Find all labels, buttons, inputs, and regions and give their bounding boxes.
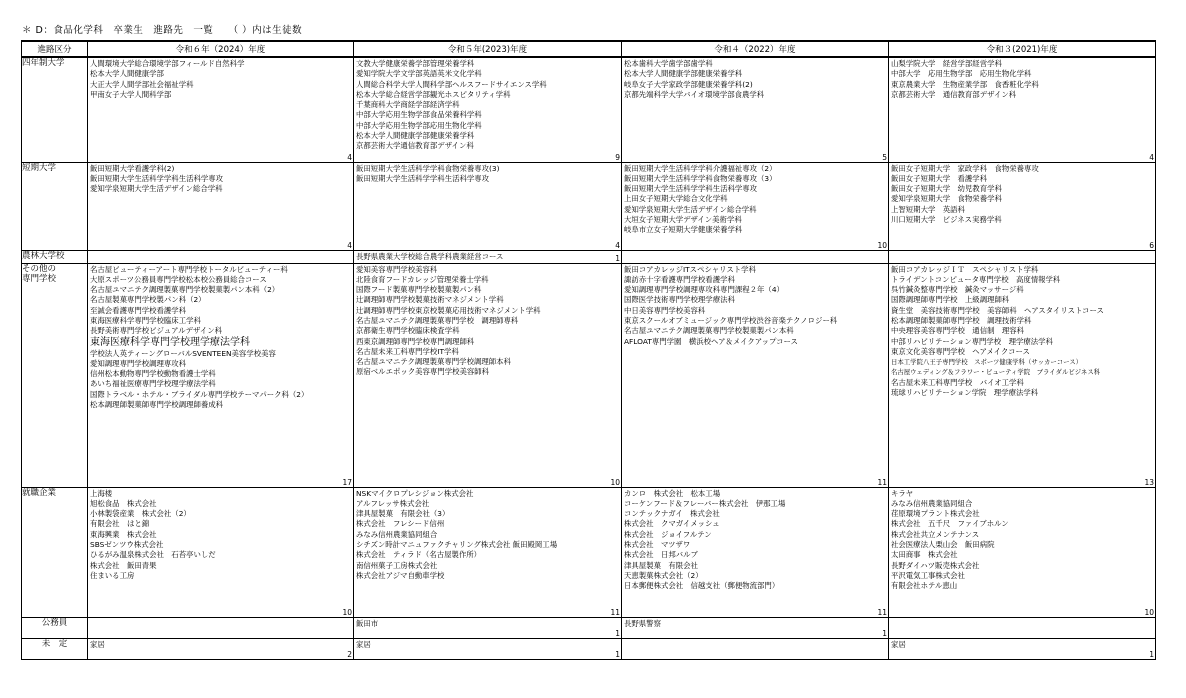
destination-item: 長野美術専門学校ビジュアルデザイン科: [90, 326, 223, 336]
cell-2024: [88, 57, 354, 162]
destination-item: 東京スクールオブミュージック専門学校渋谷音楽テクノロジー科: [624, 315, 838, 325]
cell-2022: [622, 638, 889, 659]
row-label: 就職企業: [22, 487, 88, 617]
cell-2024: [88, 250, 354, 263]
destination-item: 辻調理師専門学校東京校製菓応用技術マネジメント学科: [356, 305, 541, 315]
destination-item: 飯田女子短期大学 幼児教育学科: [891, 184, 1002, 194]
category-row: [22, 57, 1156, 162]
destination-item: 小林製袋産業 株式会社（2）: [90, 509, 191, 519]
student-count: 5: [882, 152, 887, 162]
destination-list: [889, 251, 1155, 252]
header-2021: 令和３(2021)年度: [889, 41, 1156, 57]
destination-item: 飯田コアカレッジＩＴ スペシャリスト学科: [891, 264, 1039, 274]
destination-item: 川口短期大学 ビジネス実務学科: [891, 214, 1002, 224]
destination-item: NSKマイクロプレシジョン株式会社: [356, 488, 474, 498]
cell-2021: [889, 617, 1156, 638]
destination-item: 東京農業大学 生物産業学部 食香粧化学科: [891, 79, 1039, 89]
student-count: 4: [615, 240, 620, 250]
category-row: [22, 617, 1156, 638]
student-count: 2: [347, 649, 352, 659]
destination-item: 資生堂 美容技術専門学校 美容師科 ヘアスタイリストコース: [891, 305, 1104, 315]
destination-item: 株式会社 ジョイフルテン: [624, 529, 712, 539]
destination-item: 大原スポーツ公務員専門学校松本校公務員総合コース: [90, 274, 267, 284]
destination-item: 飯田短期大学生活科学学科介護福祉専攻（2）: [624, 163, 777, 173]
cell-2024: [88, 638, 354, 659]
destination-item: 国際医学技術専門学校理学療法科: [624, 295, 735, 305]
destination-item: 京都衛生専門学校臨床検査学科: [356, 326, 460, 336]
destination-item: 長野県農業大学校総合農学科農業経営コース: [356, 251, 504, 261]
category-row: [22, 487, 1156, 617]
destination-item: 株式会社 飯田青果: [90, 560, 157, 570]
destination-list: [354, 639, 621, 650]
student-count: 4: [347, 240, 352, 250]
student-count: 6: [1149, 240, 1154, 250]
row-label-line: 専門学校: [22, 273, 57, 284]
header-2023: 令和５年(2023)年度: [354, 41, 622, 57]
destination-list: [354, 163, 621, 185]
cell-2024: [88, 487, 354, 617]
destination-item: 長野県警察: [624, 618, 661, 628]
row-label: [22, 263, 88, 487]
destination-item: 上智短期大学 英語科: [891, 204, 965, 214]
destination-item: SBSゼンツウ株式会社: [90, 539, 164, 549]
destination-item: 家居: [891, 639, 906, 649]
destination-item: 株式会社 マツザワ: [624, 539, 691, 549]
student-count: 1: [615, 253, 620, 263]
destination-item: 津具屋製菓 有限会社: [624, 560, 698, 570]
destination-item: 辻調理師専門学校製菓技術マネジメント学科: [356, 295, 504, 305]
destination-item: 松本大学総合経営学部観光ホスピタリティ学科: [356, 89, 511, 99]
destination-item: トライデントコンピュータ専門学校 高度情報学科: [891, 274, 1061, 284]
destination-item: 山梨学院大学 経営学部経営学科: [891, 59, 1002, 68]
student-count: 1: [1149, 649, 1154, 659]
destination-list: [622, 251, 888, 252]
row-label: 農林大学校: [22, 250, 88, 263]
cell-2022: [622, 487, 889, 617]
destination-item: 名古屋製菓専門学校製パン科（2）: [90, 295, 206, 305]
destination-item: みなみ信州農業協同組合: [891, 498, 973, 508]
destination-item: カンロ 株式会社 松本工場: [624, 488, 721, 498]
student-count: 9: [615, 152, 620, 162]
destination-list: [354, 58, 621, 152]
destination-list: [88, 58, 353, 100]
destination-item: 名古屋ユマニテク調理製菓専門学校 調理師専科: [356, 315, 519, 325]
category-row: [22, 263, 1156, 487]
destination-item: 千葉商科大学商経学部経済学科: [356, 100, 460, 110]
destination-item: 大垣女子短期大学デザイン美術学科: [624, 214, 742, 224]
student-count: 11: [877, 477, 887, 487]
destination-item: 愛知学泉短期大学生活デザイン総合学科: [624, 204, 757, 214]
destination-list: [622, 163, 888, 236]
destination-item: 住まいる工房: [90, 570, 135, 580]
destination-list: [889, 58, 1155, 100]
destination-list: [622, 639, 888, 640]
cell-2023: [354, 263, 622, 487]
destination-item: AFLOAT専門学園 横浜校ヘア＆メイクアップコース: [624, 336, 798, 346]
destination-list: [889, 639, 1155, 650]
destination-item: 飯田女子短期大学 家政学科 食物栄養専攻: [891, 163, 1039, 173]
destination-item: 至誠会看護専門学校看護学科: [90, 305, 187, 315]
cell-2023: [354, 250, 622, 263]
destination-item: みなみ信州農業協同組合: [356, 529, 438, 539]
destination-item: 学校法人英ティーングローバルSVENTEEN美容学校美容: [90, 348, 276, 358]
student-count: 13: [1144, 477, 1154, 487]
destination-item: 天恵製菓株式会社（2）: [624, 570, 703, 580]
row-label: 四年制大学: [22, 57, 88, 162]
destination-item: 松本大学人間健康学部健康栄養学科: [624, 69, 743, 79]
destination-item: 愛知美容専門学校美容科: [356, 264, 438, 274]
cell-2024: [88, 263, 354, 487]
destination-item: 人間総合科学大学人間科学部ヘルスフードサイエンス学科: [356, 79, 547, 89]
cell-2022: [622, 162, 889, 250]
destination-list: [889, 264, 1155, 399]
destination-item: 飯田短期大学看護学科(2): [90, 163, 175, 173]
destination-item: 岐阜市立女子短期大学健康栄養学科: [624, 225, 743, 235]
cell-2021: [889, 487, 1156, 617]
cell-2021: [889, 57, 1156, 162]
cell-2022: [622, 250, 889, 263]
cell-2021: [889, 250, 1156, 263]
cell-2023: [354, 617, 622, 638]
destination-item: 京都先端科学大学バイオ環境学部食農学科: [624, 89, 765, 99]
destination-item: 中日美容専門学校美容科: [624, 305, 706, 315]
destination-list: [88, 618, 353, 619]
row-label: 未 定: [22, 638, 88, 659]
destination-item: 荏原環境プラント株式会社: [891, 509, 980, 519]
row-label-line: その他の: [22, 263, 57, 274]
destination-item: 名古屋ウェディング＆フラワー・ビューティ学院 ブライダルビジネス科: [891, 368, 1101, 377]
destination-list: [88, 639, 353, 650]
destination-item: 有限会社ホテル恵山: [891, 581, 958, 591]
destination-list: [354, 251, 621, 262]
destination-item: 東海興業 株式会社: [90, 529, 157, 539]
destination-item: 原宿ベルエポック美容専門学校美容師科: [356, 367, 490, 377]
destination-item: 大正大学人間学部社会福祉学科: [90, 79, 194, 89]
destination-item: 人間環境大学総合環境学部フィールド自然科学: [90, 59, 245, 68]
student-count: 4: [1149, 152, 1154, 162]
destination-item: 琉球リハビリテーション学院 理学療法学科: [891, 388, 1039, 398]
destination-item: 飯田短期大学生活科学学科食物栄養専攻(3): [356, 163, 500, 173]
destination-item: 中央理容美容専門学校 通信制 理容科: [891, 326, 1025, 336]
destination-item: 平沢電気工事株式会社: [891, 570, 965, 580]
header-2022: 令和４（2022）年度: [622, 41, 889, 57]
destination-item: 諏訪赤十字看護専門学校看護学科: [624, 274, 735, 284]
student-count: 1: [882, 628, 887, 638]
destination-list: [88, 251, 353, 252]
destination-item: 飯田コアカレッジITスペシャリスト学科: [624, 264, 756, 274]
destination-item: 文教大学健康栄養学部管理栄養学科: [356, 59, 475, 68]
destination-item: 京都芸術大学通信教育部デザイン科: [356, 141, 474, 151]
cell-2021: [889, 162, 1156, 250]
student-count: 10: [342, 607, 352, 617]
destination-item: 松本大学人間健康学部健康栄養学科: [356, 131, 475, 141]
career-table: [21, 40, 1156, 660]
document-caption: ＊ D：食品化学科 卒業生 進路先 一覧 （ ）内は生徒数: [22, 25, 303, 36]
destination-item: 有限会社 はと錦: [90, 519, 150, 529]
student-count: 4: [347, 152, 352, 162]
student-count: 11: [877, 607, 887, 617]
destination-item: 株式会社アジマ自動車学校: [356, 570, 445, 580]
destination-item: 名古屋ユマニテク調理製菓専門学校製菓製パン本科（2）: [90, 285, 280, 295]
student-count: 11: [610, 607, 620, 617]
destination-list: [889, 618, 1155, 619]
destination-item: 愛知学泉短期大学 食物栄養学科: [891, 194, 1002, 204]
row-label: 短期大学: [22, 162, 88, 250]
destination-item: 東海医療科学専門学校理学療法学科: [90, 336, 250, 348]
destination-item: 家居: [90, 639, 105, 649]
destination-item: ひるがみ温泉株式会社 石苔亭いしだ: [90, 550, 216, 560]
cell-2024: [88, 162, 354, 250]
destination-item: 名古屋未来工科専門学校IT学科: [356, 346, 459, 356]
destination-list: [622, 264, 888, 347]
destination-list: [354, 488, 621, 582]
destination-list: [622, 58, 888, 100]
cell-2023: [354, 162, 622, 250]
student-count: 10: [1144, 607, 1154, 617]
destination-item: 日本工学院八王子専門学校 スポーツ健康学科（サッカーコース）: [891, 358, 1083, 367]
destination-item: コーケンフード＆フレーバー株式会社 伊那工場: [624, 498, 786, 508]
destination-item: 信州松本動物専門学校動物看護士学科: [90, 369, 216, 379]
destination-item: 長野ダイハツ販売株式会社: [891, 560, 980, 570]
destination-list: [88, 488, 353, 582]
destination-item: 名古屋未来工科専門学校 バイオ工学科: [891, 377, 1024, 387]
category-row: [22, 250, 1156, 263]
destination-item: 上田女子短期大学総合文化学科: [624, 194, 728, 204]
cell-2024: [88, 617, 354, 638]
destination-item: 岐阜女子大学家政学部健康栄養学科(2): [624, 79, 753, 89]
destination-item: 飯田女子短期大学 看護学科: [891, 173, 988, 183]
destination-list: [88, 163, 353, 195]
destination-item: 津具屋製菓 有限会社（3）: [356, 509, 450, 519]
destination-item: 国際フード製菓専門学校製菓製パン科: [356, 285, 482, 295]
destination-item: 株式会社 ティラド（名古屋製作所）: [356, 550, 482, 560]
student-count: 1: [615, 649, 620, 659]
student-count: 10: [877, 240, 887, 250]
destination-item: 株式会社共立メンテナンス: [891, 529, 980, 539]
header-row: [22, 41, 1156, 57]
destination-item: 南信州菓子工房株式会社: [356, 560, 438, 570]
student-count: 17: [342, 477, 352, 487]
cell-2022: [622, 263, 889, 487]
destination-item: 中部リハビリテーション専門学校 理学療法学科: [891, 336, 1053, 346]
destination-item: 上海楼: [90, 488, 113, 498]
destination-item: 名古屋ユマニテク調理製菓専門学校製菓製パン本科: [624, 326, 794, 336]
destination-item: キラヤ: [891, 488, 914, 498]
header-category: 進路区分: [22, 41, 88, 57]
destination-item: 家居: [356, 639, 371, 649]
cell-2023: [354, 487, 622, 617]
category-row: [22, 162, 1156, 250]
cell-2021: [889, 263, 1156, 487]
destination-list: [88, 264, 353, 411]
destination-item: 国際調理師専門学校 上級調理師科: [891, 295, 1010, 305]
destination-item: 愛知学院大学文学部英語英米文化学科: [356, 69, 482, 79]
destination-item: 飯田短期大学生活科学学科生活科学専攻: [90, 173, 224, 183]
destination-item: 愛知調理専門学校調理専攻科専門課程２年（4）: [624, 285, 784, 295]
cell-2022: [622, 617, 889, 638]
destination-item: 社会医療法人栗山会 飯田病院: [891, 539, 995, 549]
cell-2021: [889, 638, 1156, 659]
destination-item: あいち福祉医療専門学校理学療法学科: [90, 379, 216, 389]
student-count: 10: [610, 477, 620, 487]
destination-item: 名古屋ビューティーアート専門学校トータルビューティー科: [90, 264, 288, 274]
header-2024: 令和６年（2024）年度: [88, 41, 354, 57]
row-label: 公務員: [22, 617, 88, 638]
destination-item: コンテックナガイ 株式会社: [624, 509, 720, 519]
destination-item: 太田商事 株式会社: [891, 550, 958, 560]
destination-item: 中部大学応用生物学部食品栄養科学科: [356, 110, 482, 120]
student-count: 1: [615, 628, 620, 638]
destination-item: 株式会社 日邦バルブ: [624, 550, 698, 560]
destination-item: 国際トラベル・ホテル・ブライダル専門学校テーマパーク科（2）: [90, 389, 309, 399]
destination-item: 愛知学泉短期大学生活デザイン総合学科: [90, 184, 223, 194]
destination-item: 松本大学人間健康学部: [90, 69, 164, 79]
destination-item: 東京文化美容専門学校 ヘアメイクコース: [891, 346, 1030, 356]
destination-list: [889, 488, 1155, 592]
destination-item: 松本調理師製菓師専門学校 調理技術学科: [891, 315, 1032, 325]
destination-item: 呉竹鍼灸整専門学校 鍼灸マッサージ科: [891, 285, 1024, 295]
destination-item: 株式会社 五千尺 ファイブホルン: [891, 519, 1009, 529]
destination-item: 甲南女子大学人間科学部: [90, 89, 172, 99]
destination-item: 旭松食品 株式会社: [90, 498, 157, 508]
destination-item: 飯田短期大学生活科学学科食物栄養専攻（3）: [624, 173, 777, 183]
destination-item: 飯田短期大学生活科学学科生活科学専攻: [624, 184, 758, 194]
destination-item: 飯田短期大学生活科学学科生活科学専攻: [356, 173, 490, 183]
category-row: [22, 638, 1156, 659]
cell-2022: [622, 57, 889, 162]
destination-item: 京都芸術大学 通信教育部デザイン科: [891, 89, 1017, 99]
destination-item: 東海医療科学専門学校臨床工学科: [90, 315, 201, 325]
destination-item: 株式会社 フレシード信州: [356, 519, 445, 529]
destination-item: 北陸食育フードカレッジ管理栄養士学科: [356, 274, 489, 284]
destination-item: 飯田市: [356, 618, 379, 628]
destination-item: アルフレッサ株式会社: [356, 498, 430, 508]
destination-list: [889, 163, 1155, 226]
destination-item: 株式会社 クマガイメッシュ: [624, 519, 720, 529]
destination-list: [622, 488, 888, 592]
destination-item: 松本調理師製菓師専門学校調理師養成科: [90, 400, 224, 410]
destination-item: 名古屋ユマニテク調理製菓専門学校調理師本科: [356, 357, 511, 367]
destination-item: 愛知調理専門学校調理専攻科: [90, 358, 187, 368]
destination-list: [622, 618, 888, 629]
destination-item: シチズン時計マニュファクチャリング株式会社 飯田殿岡工場: [356, 539, 558, 549]
destination-item: 西東京調理師専門学校専門調理師科: [356, 336, 475, 346]
cell-2023: [354, 57, 622, 162]
destination-list: [354, 264, 621, 378]
cell-2023: [354, 638, 622, 659]
destination-item: 中部大学 応用生物学部 応用生物化学科: [891, 69, 1032, 79]
destination-item: 松本歯科大学歯学部歯学科: [624, 59, 713, 68]
destination-item: 中部大学応用生物学部応用生物化学科: [356, 120, 482, 130]
destination-list: [354, 618, 621, 629]
destination-item: 日本郵便株式会社 信越支社（郵便物流部門）: [624, 581, 780, 591]
